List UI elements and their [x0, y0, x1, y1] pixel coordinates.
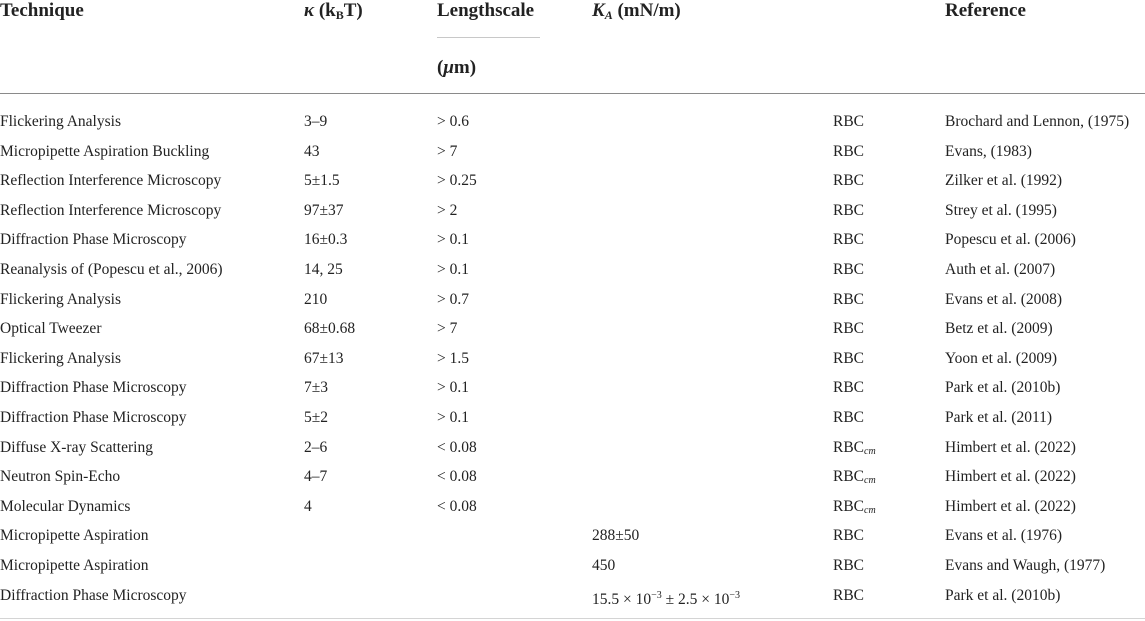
cell-kappa: 2–6 — [304, 438, 328, 456]
cell-reference: Evans and Waugh, (1977) — [945, 556, 1106, 574]
ka-symbol: K — [592, 0, 605, 21]
cell-sample-label: RBC — [833, 438, 865, 456]
cell-sample — [833, 462, 876, 495]
kappa-symbol: κ — [304, 0, 315, 21]
cell-lengthscale: < 0.08 — [437, 438, 477, 456]
cell-lengthscale: > 0.7 — [437, 290, 469, 308]
cell-sample-label: RBC — [833, 113, 865, 130]
cell-kappa: 210 — [304, 290, 328, 308]
cell-ka — [592, 521, 639, 550]
cell-technique: Reflection Interference Microscopy — [0, 172, 222, 190]
table-body — [0, 107, 1145, 610]
cell-sample-label: RBC — [833, 556, 865, 574]
ka-unit: (mN/m) — [612, 0, 681, 21]
cell-reference: Yoon et al. (2009) — [945, 349, 1058, 367]
lengthscale-unit-open: ( — [437, 57, 444, 78]
cell-kappa: 97±37 — [304, 201, 344, 219]
cell-lengthscale: > 2 — [437, 201, 458, 219]
cell-reference: Park et al. (2010b) — [945, 586, 1061, 604]
cell-sample-label: RBC — [833, 349, 865, 367]
cell-lengthscale: > 0.1 — [437, 260, 469, 278]
cell-lengthscale: > 0.1 — [437, 379, 469, 397]
kappa-unit-close: T) — [343, 0, 363, 21]
table-row — [0, 551, 1145, 581]
table-row — [0, 462, 1145, 492]
cell-sample-label: RBC — [833, 379, 865, 397]
cell-sample-label: RBC — [833, 320, 865, 338]
table-row — [0, 166, 1145, 196]
cell-technique: Diffraction Phase Microscopy — [0, 379, 187, 397]
cell-sample — [833, 137, 864, 166]
table-row — [0, 403, 1145, 433]
cell-sample — [833, 373, 864, 402]
table-row — [0, 137, 1145, 167]
cell-lengthscale: < 0.08 — [437, 468, 477, 486]
cell-reference: Popescu et al. (2006) — [945, 231, 1076, 249]
cell-technique: Molecular Dynamics — [0, 497, 131, 515]
cell-sample-subscript: cm — [864, 475, 876, 487]
cell-reference: Zilker et al. (1992) — [945, 172, 1063, 190]
cell-sample-subscript: cm — [864, 504, 876, 516]
header-lengthscale: Lengthscale — [437, 0, 535, 21]
cell-ka-value: 450 — [592, 556, 616, 574]
cell-sample — [833, 255, 864, 284]
cell-lengthscale: > 1.5 — [437, 349, 469, 367]
kappa-unit-sub: B — [335, 8, 344, 22]
table-bottom-rule — [0, 618, 1145, 619]
table-row — [0, 107, 1145, 137]
cell-sample-label: RBC — [833, 290, 865, 308]
cell-technique: Diffraction Phase Microscopy — [0, 408, 187, 426]
cell-reference: Park et al. (2010b) — [945, 379, 1061, 397]
cell-sample-label: RBC — [833, 586, 865, 604]
cell-sample-label: RBC — [833, 497, 865, 515]
cell-technique: Diffraction Phase Microscopy — [0, 586, 187, 604]
cell-reference: Himbert et al. (2022) — [945, 438, 1076, 456]
cell-lengthscale: > 0.1 — [437, 408, 469, 426]
cell-sample-label: RBC — [833, 231, 865, 249]
cell-kappa: 43 — [304, 142, 320, 160]
cell-sample — [833, 521, 864, 550]
cell-sample — [833, 403, 864, 432]
lengthscale-unit-close: m) — [453, 57, 477, 78]
cell-reference: Brochard and Lennon, (1975) — [945, 113, 1130, 130]
cell-technique: Diffuse X-ray Scattering — [0, 438, 153, 456]
cell-ka — [592, 551, 615, 580]
cell-reference: Park et al. (2011) — [945, 408, 1053, 426]
cell-reference: Betz et al. (2009) — [945, 320, 1053, 338]
cell-reference: Auth et al. (2007) — [945, 260, 1056, 278]
table-row — [0, 521, 1145, 551]
cell-reference: Himbert et al. (2022) — [945, 497, 1076, 515]
cell-technique: Micropipette Aspiration — [0, 527, 149, 545]
cell-sample-label: RBC — [833, 408, 865, 426]
header-ka — [592, 1, 681, 21]
cell-technique: Flickering Analysis — [0, 113, 121, 130]
cell-technique: Neutron Spin-Echo — [0, 468, 121, 486]
cell-technique: Reflection Interference Microscopy — [0, 201, 222, 219]
header-kappa — [304, 1, 363, 21]
table-row — [0, 255, 1145, 285]
cell-lengthscale: > 7 — [437, 142, 458, 160]
cell-sample — [833, 166, 864, 195]
cell-lengthscale: > 7 — [437, 320, 458, 338]
header-lengthscale-unit — [437, 58, 476, 77]
cell-reference: Strey et al. (1995) — [945, 201, 1057, 219]
cell-sample — [833, 551, 864, 580]
cell-kappa: 16±0.3 — [304, 231, 348, 249]
cell-sample-label: RBC — [833, 142, 865, 160]
header-reference: Reference — [945, 0, 1026, 21]
lengthscale-divider — [437, 37, 540, 38]
cell-sample-subscript: cm — [864, 445, 876, 457]
lengthscale-unit-mu: μ — [443, 57, 454, 78]
cell-lengthscale: > 0.25 — [437, 172, 477, 190]
cell-kappa: 7±3 — [304, 379, 329, 397]
table-row — [0, 492, 1145, 522]
cell-technique: Diffraction Phase Microscopy — [0, 231, 187, 249]
cell-sample-label: RBC — [833, 201, 865, 219]
cell-kappa: 4–7 — [304, 468, 328, 486]
cell-technique: Reanalysis of (Popescu et al., 2006) — [0, 260, 223, 278]
cell-ka-value: 15.5 × 10 — [592, 590, 652, 608]
table-row — [0, 344, 1145, 374]
cell-technique: Micropipette Aspiration Buckling — [0, 142, 210, 160]
cell-sample — [833, 581, 864, 610]
cell-reference: Himbert et al. (2022) — [945, 468, 1076, 486]
cell-reference: Evans et al. (2008) — [945, 290, 1063, 308]
cell-reference: Evans, (1983) — [945, 142, 1032, 160]
cell-ka-exponent: −3 — [651, 589, 662, 601]
cell-kappa: 4 — [304, 497, 312, 515]
table-row — [0, 373, 1145, 403]
cell-sample — [833, 433, 876, 466]
cell-kappa: 67±13 — [304, 349, 344, 367]
table-row — [0, 581, 1145, 611]
cell-technique: Flickering Analysis — [0, 290, 121, 308]
cell-sample-label: RBC — [833, 527, 865, 545]
cell-sample — [833, 107, 864, 136]
header-technique: Technique — [0, 0, 84, 21]
cell-sample — [833, 285, 864, 314]
ka-sub: A — [604, 8, 613, 22]
header-rule — [0, 93, 1145, 94]
cell-kappa: 5±2 — [304, 408, 329, 426]
table-row — [0, 314, 1145, 344]
cell-kappa: 14, 25 — [304, 260, 343, 278]
kappa-unit-open: (k — [314, 0, 336, 21]
table-row — [0, 285, 1145, 315]
cell-sample-label: RBC — [833, 468, 865, 486]
cell-sample — [833, 344, 864, 373]
cell-lengthscale: < 0.08 — [437, 497, 477, 515]
cell-technique: Flickering Analysis — [0, 349, 121, 367]
cell-ka-uncertainty: ± 2.5 × 10 — [661, 590, 730, 608]
cell-ka — [592, 581, 740, 614]
cell-kappa: 3–9 — [304, 113, 328, 130]
cell-kappa: 68±0.68 — [304, 320, 356, 338]
cell-lengthscale: > 0.1 — [437, 231, 469, 249]
cell-sample — [833, 225, 864, 254]
table-row — [0, 433, 1145, 463]
cell-technique: Micropipette Aspiration — [0, 556, 149, 574]
cell-ka-exponent: −3 — [729, 589, 741, 601]
cell-technique: Optical Tweezer — [0, 320, 102, 338]
cell-ka-value: 288±50 — [592, 527, 640, 545]
table-row — [0, 196, 1145, 226]
cell-sample — [833, 492, 876, 525]
cell-reference: Evans et al. (1976) — [945, 527, 1063, 545]
cell-sample — [833, 314, 864, 343]
cell-sample-label: RBC — [833, 172, 865, 190]
cell-lengthscale: > 0.6 — [437, 113, 469, 130]
cell-sample — [833, 196, 864, 225]
cell-kappa: 5±1.5 — [304, 172, 340, 190]
table-row — [0, 225, 1145, 255]
cell-sample-label: RBC — [833, 260, 865, 278]
